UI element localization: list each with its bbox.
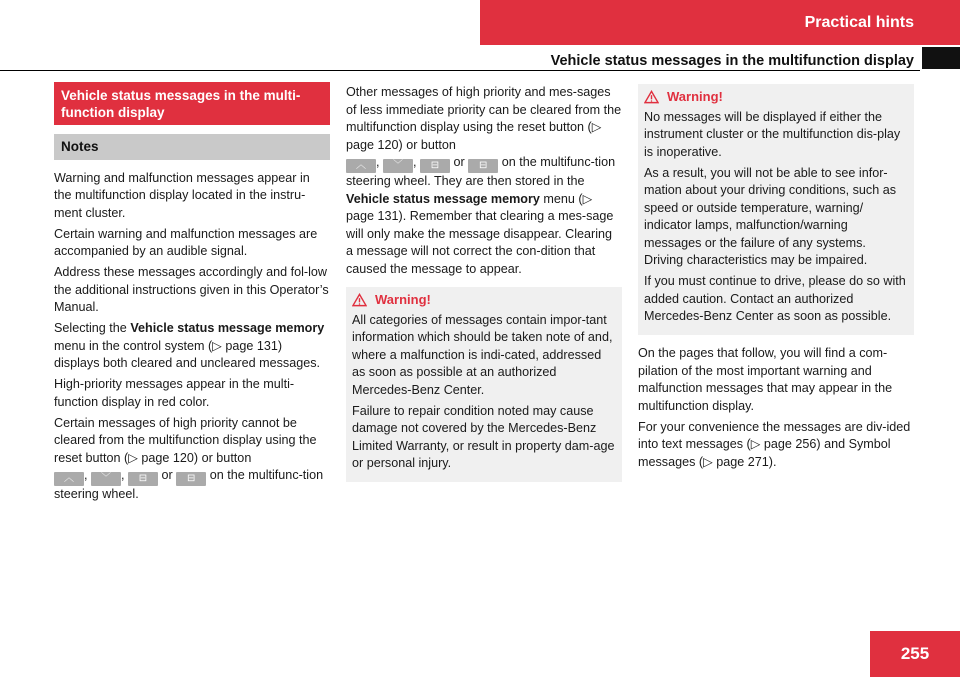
menu-name: Vehicle status message memory [346,191,540,206]
column-2 [346,84,622,482]
paragraph: High-priority messages appear in the multi-function display in red color. [54,377,295,409]
warning-text: No messages will be displayed if either the instrument cluster or the multifunction dis-play is inoperative. [644,109,901,159]
paragraph: On the pages that follow, you will find a com-pilation of the most important warning and malfunction messages that may appear in the multifunction display. [638,346,893,413]
warning-label: Warning! [667,89,723,104]
warning-text: If you must continue to drive, please do so with added caution. Contact an authorized Mercedes-Benz Center as soon as possible. [644,274,906,323]
warning-triangle-icon [352,293,367,307]
page-number-box [870,631,960,677]
paragraph: Warning and malfunction messages appear in the multifunction display located in the instru-ment cluster. [54,170,310,220]
menu-name: Vehicle status message memory [130,321,325,335]
paragraph: For your convenience the messages are div-ided into text messages (▷ page 256) and Symbol messages (▷ page 271). [638,419,911,469]
warning-box [638,84,914,335]
warning-header [644,88,908,106]
down-button-icon: ﹀ [383,159,413,173]
page-number: 255 [900,644,930,663]
up-button-icon: ︿ [54,472,84,486]
up-button-icon: ︿ [346,159,376,173]
down-button-icon: ﹀ [91,472,121,486]
page-subtitle: Vehicle status messages in the multifunction display [550,53,914,69]
section-title: Practical hints [804,13,914,31]
paragraph: Certain messages of high priority cannot be cleared from the multifunction display using the reset button (▷ page 120) or button ︿ , ﹀ , ⊟ or ⊟ on the multifunc-tion steering wheel. [54,415,324,501]
notes-heading: Notes [54,134,330,160]
warning-box [346,287,622,482]
section-header [480,0,960,45]
back-button-icon: ⊟ [468,159,498,173]
warning-triangle-icon [644,90,659,104]
paragraph: Other messages of high priority and mes-sages of less immediate priority can be cleared from the multifunction display using the reset button (▷ page 120) or button ︿ , ﹀ , ⊟ or ⊟ on the multifunc-tion steering wheel. They are then stored in the Vehicle status message memory menu (▷ page 131). Remember that clearing a mes-sage will only make the message disappear. Clearing a message will not correct the con-dition that caused the message to appear. [346,85,622,276]
column-1 [54,82,330,507]
warning-text: Failure to repair condition noted may cause damage not covered by the Mercedes-Benz Limited Warranty, or result in property dam-age or personal injury. [352,403,615,470]
paragraph: Certain warning and malfunction messages are accompanied by an audible signal. [54,226,318,258]
paragraph: Address these messages accordingly and fol-low the additional instructions given in this Operator’s Manual. [54,265,329,314]
warning-text: As a result, you will not be able to see infor-mation about your driving conditions, such as speed or outside temperature, warning/ indicator lamps, malfunction/warning messages or the failure of any systems. Driving characteristics may be impaired. [644,165,897,267]
back-button-icon: ⊟ [420,159,450,173]
back-button-icon: ⊟ [128,472,158,486]
thumb-tab [922,47,960,69]
warning-header [352,291,616,309]
section-heading: Vehicle status messages in the multi-function display [54,82,330,125]
paragraph: Selecting the Vehicle status message memory menu in the control system (▷ page 131) displays both cleared and uncleared messages. [54,321,325,370]
header-rule [0,70,920,71]
warning-text: All categories of messages contain impor-tant information which should be taken note of and, where a malfunction is indi-cated, addressed as soon as possible at an authorized Mercedes-Benz Center. [352,312,613,397]
warning-label: Warning! [375,292,431,307]
back-button-icon: ⊟ [176,472,206,486]
column-3 [638,84,914,475]
